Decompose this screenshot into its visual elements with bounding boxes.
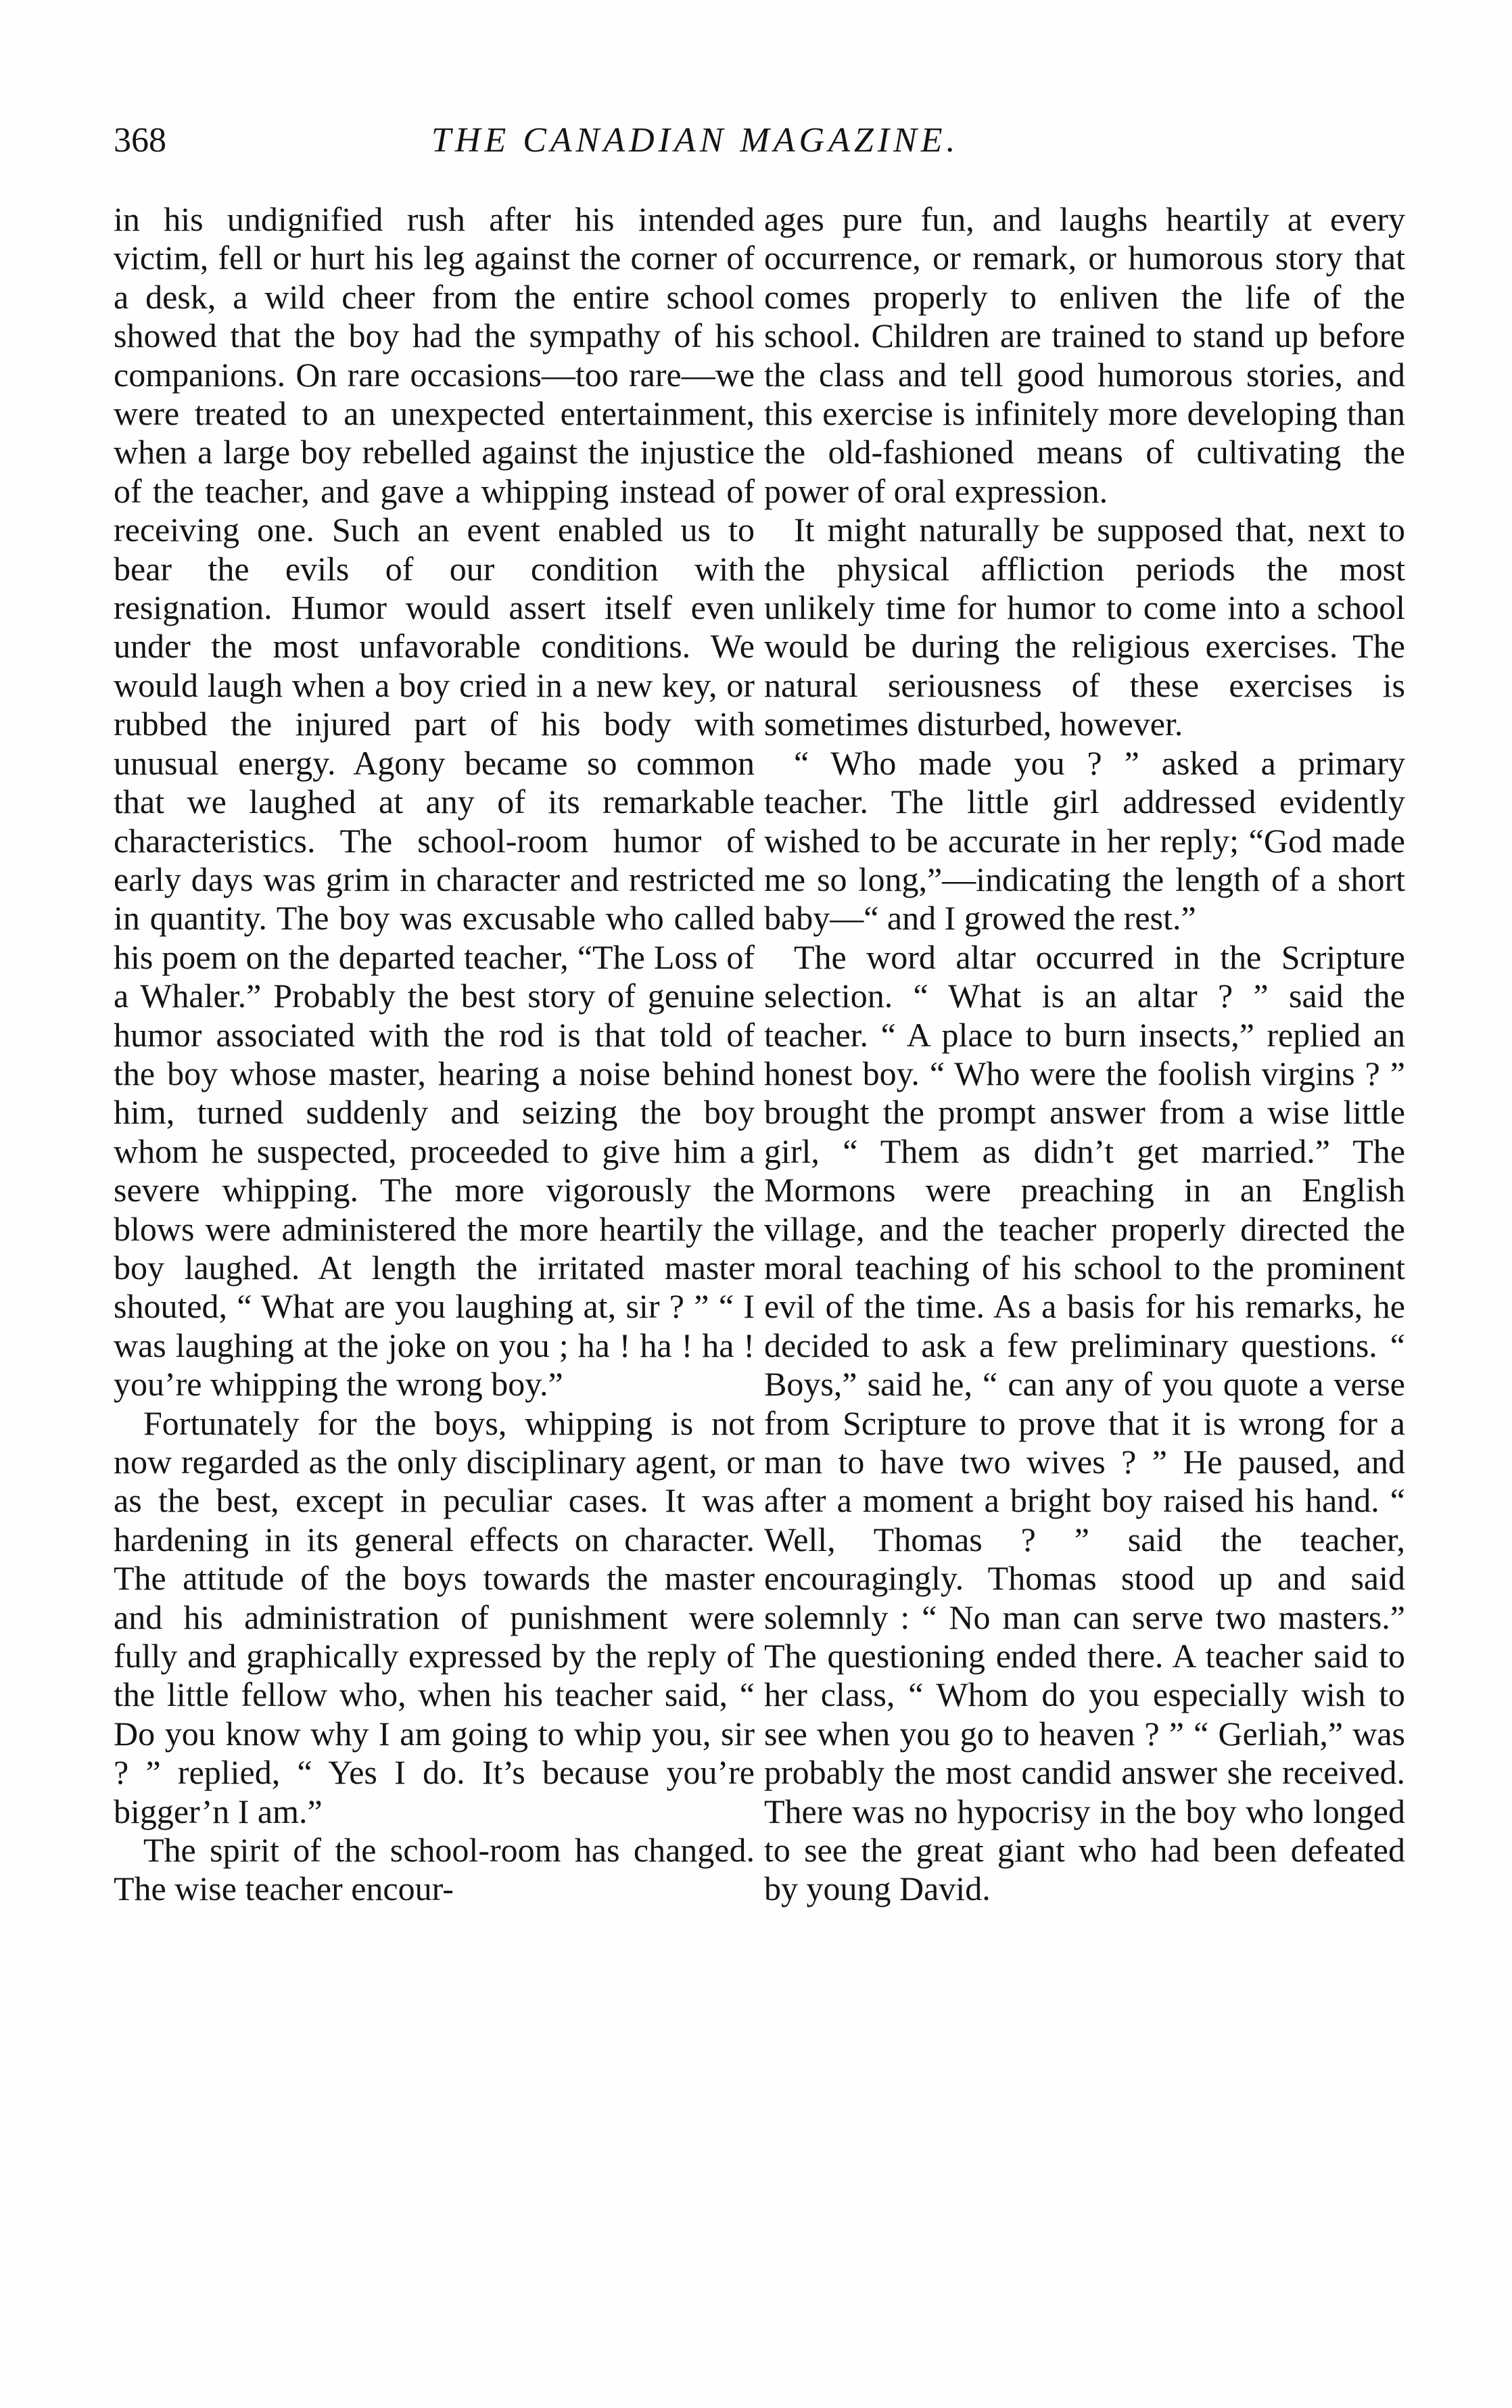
- paragraph: ages pure fun, and laughs heartily at every occurrence, or remark, or humorous story that comes properly to enliven the life of the school. Children are trained to stand up before the class and tell good humorous stories, and this exercise is infinitely more developing than the old-fashioned means of cultivating the power of oral expression.: [764, 200, 1405, 510]
- left-column: [114, 200, 755, 1909]
- paragraph: It might naturally be supposed that, next to the physical affliction periods the most unlikely time for humor to come into a school would be during the religious exercises. The natural seriousness of these exercises is sometimes disturbed, however.: [764, 511, 1405, 743]
- paragraph: The word altar occurred in the Scripture selection. “ What is an altar ? ” said the teacher. “ A place to burn insects,” replied an honest boy. “ Who were the foolish virgins ? ” brought the prompt answer from a wise little girl, “ Them as didn’t get married.” The Mormons were preaching in an English village, and the teacher properly directed the moral teaching of his school to the prominent evil of the time. As a basis for his remarks, he decided to ask a few preliminary questions. “ Boys,” said he, “ can any of you quote a verse from Scripture to prove that it is wrong for a man to have two wives ? ” He paused, and after a moment a bright boy raised his hand. “ Well, Thomas ? ” said the teacher, encouragingly. Thomas stood up and said solemnly : “ No man can serve two masters.” The questioning ended there. A teacher said to her class, “ Whom do you especially wish to see when you go to heaven ? ” “ Gerliah,” was probably the most candid answer she received. There was no hypocrisy in the boy who longed to see the great giant who had been defeated by young David.: [764, 937, 1405, 1908]
- running-title: THE CANADIAN MAGAZINE.: [431, 121, 960, 160]
- page-header: [114, 114, 1398, 168]
- paragraph: “ Who made you ? ” asked a primary teacher. The little girl addressed evidently wished to be accurate in her reply; “God made me so long,”—indicating the length of a short baby—“ and I growed the rest.”: [764, 743, 1405, 937]
- paragraph: Fortunately for the boys, whipping is not now regarded as the only disciplinary agent, or as the best, except in peculiar cases. It was hardening in its general effects on character. The attitude of the boys towards the master and his administration of punishment were fully and graphically expressed by the reply of the little fellow who, when his teacher said, “ Do you know why I am going to whip you, sir ? ” replied, “ Yes I do. It’s because you’re bigger’n I am.”: [114, 1404, 755, 1830]
- paragraph: The spirit of the school-room has changed. The wise teacher encour-: [114, 1831, 755, 1908]
- paragraph: in his undignified rush after his intended victim, fell or hurt his leg against the corner of a desk, a wild cheer from the entire school showed that the boy had the sympathy of his companions. On rare occasions—too rare—we were treated to an unexpected entertainment, when a large boy rebelled against the injustice of the teacher, and gave a whipping instead of receiving one. Such an event enabled us to bear the evils of our condition with resignation. Humor would assert itself even under the most unfavorable conditions. We would laugh when a boy cried in a new key, or rubbed the injured part of his body with unusual energy. Agony became so common that we laughed at any of its remarkable characteristics. The school-room humor of early days was grim in character and restricted in quantity. The boy was excusable who called his poem on the departed teacher, “The Loss of a Whaler.” Probably the best story of genuine humor associated with the rod is that told of the boy whose master, hearing a noise behind him, turned suddenly and seizing the boy whom he suspected, proceeded to give him a severe whipping. The more vigorously the blows were administered the more heartily the boy laughed. At length the irritated master shouted, “ What are you laughing at, sir ? ” “ I was laughing at the joke on you ; ha ! ha ! ha ! you’re whipping the wrong boy.”: [114, 200, 755, 1404]
- right-column: [764, 200, 1405, 1909]
- page-number: 368: [114, 121, 166, 160]
